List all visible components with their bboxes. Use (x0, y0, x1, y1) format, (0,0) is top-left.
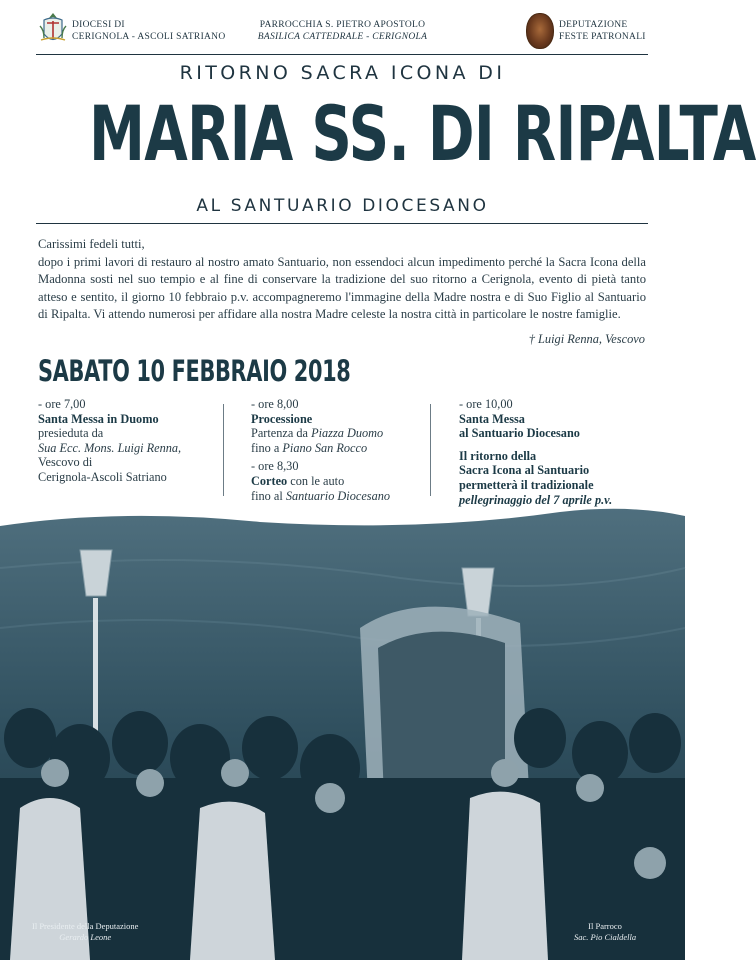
procession-photo-illustration (0, 508, 685, 960)
schedule-event: Santa Messa in Duomo (38, 411, 159, 426)
schedule-time: - ore 8,00 (251, 397, 299, 411)
footer-president-role: Il Presidente della Deputazione (32, 921, 139, 931)
schedule-detail-label: con le auto (290, 473, 345, 488)
schedule-column-2 (251, 397, 390, 503)
title-divider (36, 223, 648, 224)
schedule-event: Processione (251, 411, 313, 426)
schedule-detail: Sua Ecc. Mons. Luigi Renna, (38, 440, 182, 455)
letter-greeting: Carissimi fedeli tutti, (38, 237, 145, 251)
schedule-event: al Santuario Diocesano (459, 426, 580, 441)
schedule-column-1 (38, 397, 181, 485)
header-diocese-line2: CERIGNOLA - ASCOLI SATRIANO (72, 32, 226, 42)
schedule-detail: Vescovo di (38, 455, 93, 470)
schedule-detail (251, 426, 390, 441)
letter-signature: † Luigi Renna, Vescovo (528, 332, 645, 346)
schedule-note: Il ritorno della (459, 448, 537, 463)
main-title: MARIA SS. DI RIPALTA (89, 89, 756, 178)
header-deputation (559, 19, 646, 43)
madonna-medallion-icon (526, 13, 554, 49)
schedule-detail (251, 474, 390, 489)
schedule-detail (251, 441, 390, 456)
footer-president (32, 921, 138, 943)
schedule-place: Santuario Diocesano (285, 488, 391, 503)
schedule-event: Corteo (251, 473, 288, 488)
schedule-detail-label: fino a (251, 440, 280, 455)
letter-body: dopo i primi lavori di restauro al nostro amato Santuario, non essendoci alcun impedimento perché la Sacra Icona della Madonna sosti nel suo tempio e al fine di conservare la tradizione del suo ritorno a Cerignola, evento di pietà tanto atteso e sentito, il giorno 10 febbraio p.v. accompagneremo l'immagine della Madre nostra e di Suo Figlio al Santuario di Ripalta. Vi attendo numerosi per affidare alla nostra Madre celeste la nostra città in particolare le nostre famiglie. (38, 254, 646, 322)
header-divider (36, 54, 648, 55)
header-deputation-line2: FESTE PATRONALI (559, 32, 646, 42)
schedule-place: Piazza Duomo (311, 426, 384, 441)
schedule-note: pellegrinaggio del 7 aprile p.v. (459, 492, 613, 507)
schedule-time: - ore 8,30 (251, 459, 299, 474)
header-parish-line1: PARROCCHIA S. PIETRO APOSTOLO (259, 20, 426, 30)
schedule-time: - ore 10,00 (459, 397, 513, 411)
schedule-note: Sacra Icona al Santuario (459, 463, 590, 478)
schedule-time: - ore 7,00 (38, 397, 86, 411)
event-date: SABATO 10 FEBBRAIO 2018 (38, 354, 351, 388)
footer-parish-priest (574, 921, 636, 943)
schedule-event: Santa Messa (459, 411, 525, 426)
schedule-divider (223, 404, 224, 496)
header-deputation-line1: DEPUTAZIONE (559, 20, 628, 30)
footer-president-name: Gerardo Leone (59, 932, 112, 942)
schedule-divider (430, 404, 431, 496)
schedule-detail: presieduta da (38, 426, 104, 441)
schedule-place: Piano San Rocco (282, 440, 368, 455)
schedule-detail: Cerignola-Ascoli Satriano (38, 469, 167, 484)
footer-priest-name: Sac. Pio Cialdella (574, 932, 637, 942)
schedule-detail-label: Partenza da (251, 426, 309, 441)
schedule-detail (251, 489, 390, 504)
sub-title: AL SANTUARIO DIOCESANO (196, 196, 489, 216)
procession-photo (0, 508, 685, 960)
schedule-detail-label: fino al (251, 488, 283, 503)
schedule-column-3 (459, 397, 612, 507)
footer-priest-role: Il Parroco (588, 921, 622, 931)
schedule-note: permetterà il tradizionale (459, 477, 594, 492)
header-diocese-line1: DIOCESI DI (72, 20, 125, 30)
bishop-letter (38, 236, 646, 324)
header-parish-line2: BASILICA CATTEDRALE - CERIGNOLA (257, 32, 428, 42)
pre-title: RITORNO SACRA ICONA DI (179, 62, 506, 84)
